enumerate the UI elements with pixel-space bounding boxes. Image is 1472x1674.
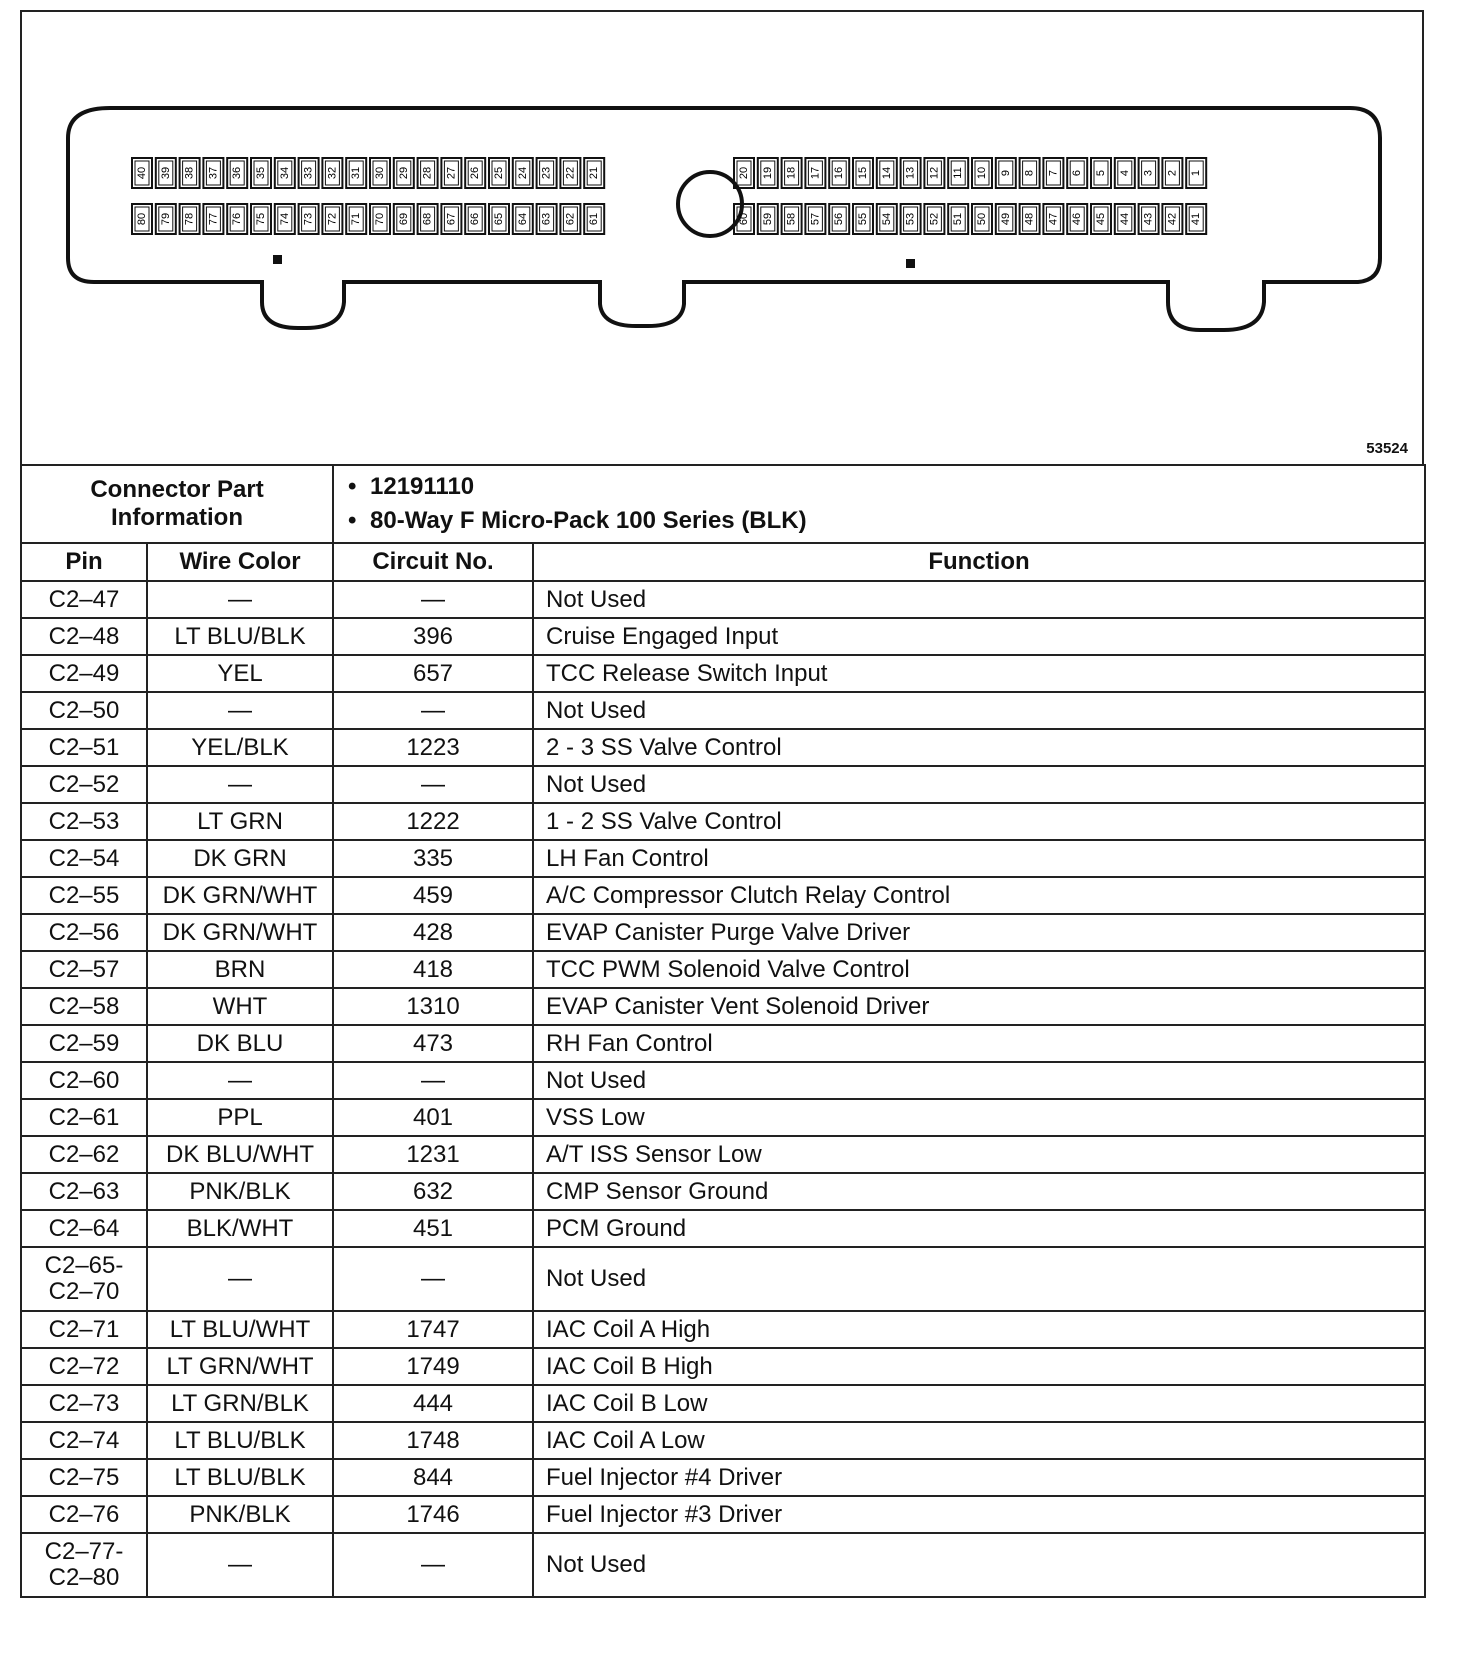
wire-color-cell: LT GRN/BLK xyxy=(147,1385,333,1422)
pin-cell: C2–51 xyxy=(21,729,147,766)
circuit-number-cell: 473 xyxy=(333,1025,533,1062)
pin-number-label: 3 xyxy=(1142,169,1155,177)
function-cell: IAC Coil B Low xyxy=(533,1385,1425,1422)
part-number: • 12191110 xyxy=(370,470,1424,504)
pin-cell: C2–60 xyxy=(21,1062,147,1099)
pin-cell: C2–50 xyxy=(21,692,147,729)
table-row xyxy=(21,1459,1425,1496)
pin-number-label: 76 xyxy=(231,212,244,226)
pin-cell: C2–75 xyxy=(21,1459,147,1496)
wire-color-cell: PPL xyxy=(147,1099,333,1136)
figure-number: 53524 xyxy=(1366,440,1408,457)
pin-cell: C2–47 xyxy=(21,581,147,618)
table-row xyxy=(21,1533,1425,1597)
function-cell: Not Used xyxy=(533,581,1425,618)
wire-color-cell: — xyxy=(147,1533,333,1597)
pin-cell: C2–54 xyxy=(21,840,147,877)
pin-number-label: 53 xyxy=(904,212,917,226)
pin-number-label: 20 xyxy=(738,166,750,180)
pin-number-label: 67 xyxy=(445,212,458,226)
table-header xyxy=(21,543,1425,581)
table-row xyxy=(21,1422,1425,1459)
table-row xyxy=(21,1025,1425,1062)
circuit-number-cell: 1746 xyxy=(333,1496,533,1533)
table-row xyxy=(21,581,1425,618)
pin-cell: C2–72 xyxy=(21,1348,147,1385)
pin-number-label: 41 xyxy=(1190,212,1203,226)
wire-color-cell: DK BLU xyxy=(147,1025,333,1062)
table-row xyxy=(21,1173,1425,1210)
function-cell: A/T ISS Sensor Low xyxy=(533,1136,1425,1173)
pin-number-label: 48 xyxy=(1023,212,1036,226)
circuit-number-cell: 401 xyxy=(333,1099,533,1136)
function-cell: Not Used xyxy=(533,1247,1425,1311)
table-row xyxy=(21,692,1425,729)
pin-number-label: 68 xyxy=(421,212,434,226)
connector-description: • 80-Way F Micro-Pack 100 Series (BLK) xyxy=(370,504,1424,538)
function-cell: TCC PWM Solenoid Valve Control xyxy=(533,951,1425,988)
pin-number-label: 43 xyxy=(1142,212,1155,226)
pin-number-label: 60 xyxy=(738,212,750,226)
pin-number-label: 36 xyxy=(231,166,244,180)
table-row xyxy=(21,729,1425,766)
pin-number-label: 32 xyxy=(326,166,339,180)
function-cell: 1 - 2 SS Valve Control xyxy=(533,803,1425,840)
pin-cell: C2–52 xyxy=(21,766,147,803)
header-circuit-no: Circuit No. xyxy=(333,543,533,581)
pin-number-label: 37 xyxy=(207,166,220,180)
table-row xyxy=(21,1348,1425,1385)
function-cell: Cruise Engaged Input xyxy=(533,618,1425,655)
table-row xyxy=(21,1099,1425,1136)
pinout-table xyxy=(20,464,1426,1598)
left-position-marker xyxy=(273,255,282,264)
function-cell: A/C Compressor Clutch Relay Control xyxy=(533,877,1425,914)
pin-cell: C2–73 xyxy=(21,1385,147,1422)
pin-number-label: 11 xyxy=(952,167,965,179)
function-cell: Not Used xyxy=(533,1062,1425,1099)
wire-color-cell: BLK/WHT xyxy=(147,1210,333,1247)
pin-cell: C2–53 xyxy=(21,803,147,840)
pin-number-label: 51 xyxy=(952,212,965,226)
function-cell: CMP Sensor Ground xyxy=(533,1173,1425,1210)
pin-number-label: 38 xyxy=(183,166,196,180)
circuit-number-cell: 451 xyxy=(333,1210,533,1247)
table-row xyxy=(21,988,1425,1025)
wire-color-cell: DK GRN xyxy=(147,840,333,877)
circuit-number-cell: 1231 xyxy=(333,1136,533,1173)
circuit-number-cell: 1222 xyxy=(333,803,533,840)
wire-color-cell: — xyxy=(147,692,333,729)
pin-cell: C2–59 xyxy=(21,1025,147,1062)
circuit-number-cell: — xyxy=(333,692,533,729)
pin-number-label: 30 xyxy=(374,166,386,180)
pin-cell: C2–77- C2–80 xyxy=(21,1533,147,1597)
table-row xyxy=(21,1062,1425,1099)
circuit-number-cell: 1310 xyxy=(333,988,533,1025)
pin-number-label: 31 xyxy=(350,166,363,180)
table-row xyxy=(21,1385,1425,1422)
pin-number-label: 17 xyxy=(809,166,822,180)
pin-number-label: 13 xyxy=(904,166,917,180)
pin-number-label: 49 xyxy=(999,212,1012,226)
circuit-number-cell: 428 xyxy=(333,914,533,951)
wire-color-cell: LT GRN/WHT xyxy=(147,1348,333,1385)
pin-cell: C2–64 xyxy=(21,1210,147,1247)
function-cell: EVAP Canister Vent Solenoid Driver xyxy=(533,988,1425,1025)
pin-number-label: 29 xyxy=(397,166,410,180)
function-cell: Fuel Injector #4 Driver xyxy=(533,1459,1425,1496)
pin-number-label: 24 xyxy=(516,166,529,180)
pin-cell: C2–65- C2–70 xyxy=(21,1247,147,1311)
pin-number-label: 71 xyxy=(350,212,363,226)
wire-color-cell: LT BLU/BLK xyxy=(147,1459,333,1496)
function-cell: IAC Coil B High xyxy=(533,1348,1425,1385)
pin-number-label: 58 xyxy=(785,212,798,226)
pin-number-label: 22 xyxy=(564,166,577,180)
wire-color-cell: WHT xyxy=(147,988,333,1025)
table-row xyxy=(21,1210,1425,1247)
connector-face-drawing xyxy=(22,12,1422,464)
pin-number-label: 56 xyxy=(833,212,846,226)
right-position-marker xyxy=(906,259,915,268)
circuit-number-cell: — xyxy=(333,766,533,803)
pin-number-label: 47 xyxy=(1047,212,1060,226)
center-key-circle xyxy=(678,172,742,236)
wire-color-cell: DK GRN/WHT xyxy=(147,914,333,951)
pin-number-label: 18 xyxy=(785,166,798,180)
pin-number-label: 15 xyxy=(857,166,869,180)
function-cell: Fuel Injector #3 Driver xyxy=(533,1496,1425,1533)
pin-cell: C2–49 xyxy=(21,655,147,692)
pin-rows xyxy=(21,581,1425,1597)
circuit-number-cell: 632 xyxy=(333,1173,533,1210)
circuit-number-cell: 459 xyxy=(333,877,533,914)
pin-number-label: 26 xyxy=(469,166,482,180)
pin-cell: C2–57 xyxy=(21,951,147,988)
wire-color-cell: PNK/BLK xyxy=(147,1496,333,1533)
pin-number-label: 61 xyxy=(588,212,601,226)
pin-number-label: 79 xyxy=(159,212,172,226)
circuit-number-cell: 844 xyxy=(333,1459,533,1496)
function-cell: TCC Release Switch Input xyxy=(533,655,1425,692)
pin-cavities xyxy=(132,158,1206,234)
function-cell: IAC Coil A Low xyxy=(533,1422,1425,1459)
table-row xyxy=(21,766,1425,803)
wire-color-cell: — xyxy=(147,1247,333,1311)
circuit-number-cell: 1749 xyxy=(333,1348,533,1385)
function-cell: VSS Low xyxy=(533,1099,1425,1136)
pin-number-label: 69 xyxy=(397,212,410,226)
pin-number-label: 78 xyxy=(183,212,196,226)
pin-number-label: 10 xyxy=(976,166,988,180)
circuit-number-cell: 418 xyxy=(333,951,533,988)
circuit-number-cell: — xyxy=(333,1247,533,1311)
function-cell: LH Fan Control xyxy=(533,840,1425,877)
pin-number-label: 42 xyxy=(1166,212,1179,226)
pin-cell: C2–62 xyxy=(21,1136,147,1173)
table-row xyxy=(21,877,1425,914)
pin-number-label: 74 xyxy=(278,212,291,226)
pin-number-label: 8 xyxy=(1023,169,1036,177)
pin-number-label: 44 xyxy=(1118,212,1131,226)
wire-color-cell: PNK/BLK xyxy=(147,1173,333,1210)
pin-number-label: 1 xyxy=(1190,169,1203,177)
table-row xyxy=(21,951,1425,988)
connector-info-list xyxy=(333,465,1425,543)
pin-number-label: 34 xyxy=(278,166,291,180)
wire-color-cell: — xyxy=(147,766,333,803)
connector-info-row xyxy=(21,465,1425,543)
pin-number-label: 80 xyxy=(136,212,148,226)
pin-cell: C2–71 xyxy=(21,1311,147,1348)
function-cell: EVAP Canister Purge Valve Driver xyxy=(533,914,1425,951)
pin-number-label: 52 xyxy=(928,212,941,226)
wire-color-cell: LT BLU/BLK xyxy=(147,1422,333,1459)
connector-diagram xyxy=(20,10,1424,464)
pin-number-label: 46 xyxy=(1071,212,1084,226)
pin-number-label: 4 xyxy=(1118,169,1131,177)
circuit-number-cell: 1748 xyxy=(333,1422,533,1459)
pin-number-label: 55 xyxy=(857,212,869,226)
function-cell: IAC Coil A High xyxy=(533,1311,1425,1348)
pin-number-label: 66 xyxy=(469,212,482,226)
pin-number-label: 25 xyxy=(493,166,505,180)
function-cell: 2 - 3 SS Valve Control xyxy=(533,729,1425,766)
pin-number-label: 77 xyxy=(207,212,220,226)
pin-number-label: 21 xyxy=(588,166,601,180)
function-cell: PCM Ground xyxy=(533,1210,1425,1247)
pin-number-label: 54 xyxy=(880,212,893,226)
table-row xyxy=(21,1311,1425,1348)
circuit-number-cell: 335 xyxy=(333,840,533,877)
pin-number-label: 50 xyxy=(976,212,988,226)
circuit-number-cell: 657 xyxy=(333,655,533,692)
pin-number-label: 5 xyxy=(1095,169,1107,177)
pin-number-label: 6 xyxy=(1071,169,1084,177)
circuit-number-cell: 444 xyxy=(333,1385,533,1422)
circuit-number-cell: — xyxy=(333,1533,533,1597)
circuit-number-cell: 1747 xyxy=(333,1311,533,1348)
function-cell: Not Used xyxy=(533,766,1425,803)
pin-number-label: 27 xyxy=(445,166,458,180)
pin-number-label: 7 xyxy=(1047,169,1060,177)
connector-info-label: Connector Part Information xyxy=(21,465,333,543)
pin-number-label: 70 xyxy=(374,212,386,226)
wire-color-cell: YEL xyxy=(147,655,333,692)
pin-cell: C2–56 xyxy=(21,914,147,951)
header-wire-color: Wire Color xyxy=(147,543,333,581)
pin-number-label: 23 xyxy=(540,166,553,180)
table-row xyxy=(21,1136,1425,1173)
pin-number-label: 40 xyxy=(136,166,148,180)
pin-cell: C2–63 xyxy=(21,1173,147,1210)
pin-number-label: 63 xyxy=(540,212,553,226)
table-row xyxy=(21,1496,1425,1533)
pin-number-label: 28 xyxy=(421,166,434,180)
table-row xyxy=(21,803,1425,840)
function-cell: Not Used xyxy=(533,692,1425,729)
wire-color-cell: BRN xyxy=(147,951,333,988)
pin-number-label: 33 xyxy=(302,166,315,180)
wire-color-cell: — xyxy=(147,581,333,618)
table-row xyxy=(21,655,1425,692)
pin-number-label: 35 xyxy=(255,166,267,180)
wire-color-cell: — xyxy=(147,1062,333,1099)
pin-number-label: 45 xyxy=(1095,212,1107,226)
wire-color-cell: YEL/BLK xyxy=(147,729,333,766)
pin-cell: C2–61 xyxy=(21,1099,147,1136)
wire-color-cell: DK GRN/WHT xyxy=(147,877,333,914)
pin-number-label: 62 xyxy=(564,212,577,226)
table-row xyxy=(21,914,1425,951)
table-row xyxy=(21,1247,1425,1311)
pin-number-label: 65 xyxy=(493,212,505,226)
pin-number-label: 19 xyxy=(761,166,774,180)
circuit-number-cell: 396 xyxy=(333,618,533,655)
pin-number-label: 72 xyxy=(326,212,339,226)
function-cell: RH Fan Control xyxy=(533,1025,1425,1062)
pin-number-label: 57 xyxy=(809,212,822,226)
pin-number-label: 14 xyxy=(880,166,893,180)
pin-number-label: 59 xyxy=(761,212,774,226)
pin-number-label: 75 xyxy=(255,212,267,226)
circuit-number-cell: — xyxy=(333,1062,533,1099)
pin-cell: C2–76 xyxy=(21,1496,147,1533)
pin-number-label: 73 xyxy=(302,212,315,226)
wire-color-cell: LT BLU/WHT xyxy=(147,1311,333,1348)
pin-number-label: 64 xyxy=(516,212,529,226)
pin-cell: C2–55 xyxy=(21,877,147,914)
table-row xyxy=(21,840,1425,877)
header-pin: Pin xyxy=(21,543,147,581)
function-cell: Not Used xyxy=(533,1533,1425,1597)
pin-cell: C2–58 xyxy=(21,988,147,1025)
pin-number-label: 9 xyxy=(999,169,1012,177)
header-function: Function xyxy=(533,543,1425,581)
circuit-number-cell: 1223 xyxy=(333,729,533,766)
pin-cell: C2–74 xyxy=(21,1422,147,1459)
pin-number-label: 39 xyxy=(159,166,172,180)
circuit-number-cell: — xyxy=(333,581,533,618)
pin-number-label: 16 xyxy=(833,166,846,180)
pin-number-label: 2 xyxy=(1166,169,1179,177)
pin-number-label: 12 xyxy=(928,166,941,180)
wire-color-cell: DK BLU/WHT xyxy=(147,1136,333,1173)
table-row xyxy=(21,618,1425,655)
wire-color-cell: LT BLU/BLK xyxy=(147,618,333,655)
pin-cell: C2–48 xyxy=(21,618,147,655)
wire-color-cell: LT GRN xyxy=(147,803,333,840)
